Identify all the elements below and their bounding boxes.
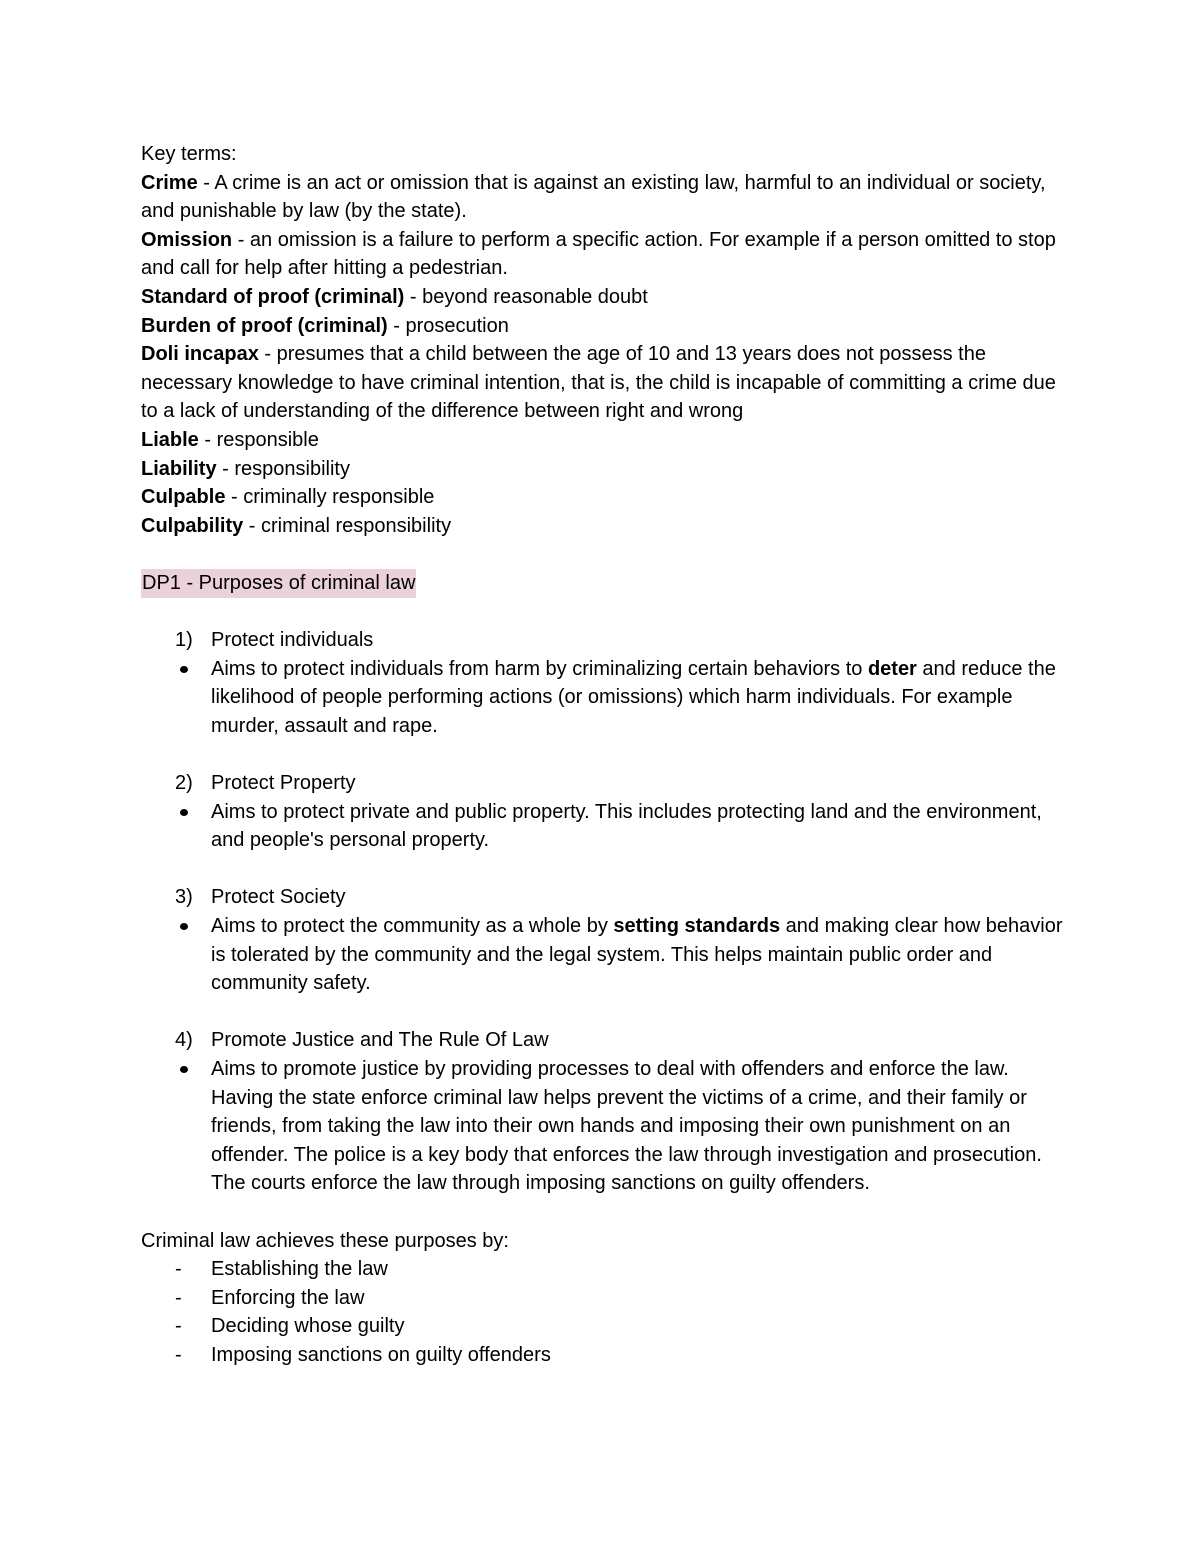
key-term-doli-incapax (141, 340, 1071, 426)
term-definition: - criminally responsible (225, 486, 435, 509)
term-label: Burden of proof (criminal) (141, 314, 388, 337)
achieves-item (141, 1255, 1071, 1284)
key-term-liable (141, 426, 1071, 455)
spacer (141, 540, 1071, 569)
key-term-culpable (141, 483, 1071, 512)
bullet-text: Aims to protect the community as a whole by (211, 915, 614, 938)
bullet-emphasis: deter (867, 657, 917, 680)
section-heading-line (141, 569, 1071, 598)
achieves-item (141, 1284, 1071, 1313)
achieves-intro: Criminal law achieves these purposes by: (141, 1229, 509, 1252)
achieves-item-text: Establishing the law (211, 1258, 388, 1281)
term-definition: - responsible (198, 428, 319, 451)
term-definition: - presumes that a child between the age of 10 and 13 years does not possess the necessary knowledge to have criminal intention, that is, the child is incapable of committing a crime due to a lack of understanding of the difference between right and wrong (141, 343, 1056, 423)
key-term-standard-of-proof (141, 283, 1071, 312)
term-label: Standard of proof (criminal) (141, 285, 405, 308)
term-label: Doli incapax (141, 343, 259, 366)
term-definition: - A crime is an act or omission that is against an existing law, harmful to an individual or society, and punishable by law (by the state). (141, 171, 1046, 223)
purpose-bullet (141, 1055, 1071, 1198)
term-definition: - responsibility (216, 457, 350, 480)
document-page (141, 140, 1071, 1370)
bullet-icon (180, 923, 188, 930)
bullet-text-end: and reduce the likelihood of people performing actions (or omissions) which harm individuals. For example murder, assault and rape. (211, 657, 1056, 737)
bullet-icon (180, 666, 188, 673)
spacer (141, 598, 1071, 627)
bullet-icon (180, 1066, 188, 1073)
purpose-title (141, 883, 1071, 912)
achieves-item-text: Deciding whose guilty (211, 1315, 405, 1338)
term-definition: - an omission is a failure to perform a specific action. For example if a person omitted to stop and call for help after hitting a pedestrian. (141, 228, 1056, 280)
dash-icon: - (175, 1258, 182, 1281)
key-term-burden-of-proof (141, 312, 1071, 341)
purpose-title (141, 1026, 1071, 1055)
term-label: Culpable (141, 486, 226, 509)
spacer (141, 1198, 1071, 1227)
dash-icon: - (175, 1286, 182, 1309)
achieves-item-text: Enforcing the law (211, 1286, 365, 1309)
spacer (141, 855, 1071, 884)
purpose-bullet (141, 798, 1071, 855)
dash-icon: - (175, 1343, 182, 1366)
key-terms-heading: Key terms: (141, 143, 237, 165)
term-label: Omission (141, 228, 233, 251)
purpose-title-text: Promote Justice and The Rule Of Law (211, 1029, 549, 1052)
term-label: Crime (141, 171, 198, 194)
purpose-bullet (141, 655, 1071, 741)
purpose-title-text: Protect individuals (211, 629, 374, 652)
bullet-text: Aims to promote justice by providing processes to deal with offenders and enforce the law. Having the state enforce criminal law helps prevent the victims of a crime, and their family or friends, from taking the law into their own hands and imposing their own punishment on an offender. The police is a key body that enforces the law through investigation and prosecution. The courts enforce the law through imposing sanctions on guilty offenders. (211, 1058, 1042, 1195)
term-definition: - prosecution (387, 314, 509, 337)
achieves-item-text: Imposing sanctions on guilty offenders (211, 1343, 551, 1366)
purpose-number: 2) (175, 772, 193, 795)
purpose-title (141, 626, 1071, 655)
bullet-text: Aims to protect private and public property. This includes protecting land and the environment, and people's personal property. (211, 800, 1042, 852)
purpose-number: 3) (175, 886, 193, 909)
term-label: Liable (141, 428, 199, 451)
dash-icon: - (175, 1315, 182, 1338)
key-term-crime (141, 169, 1071, 226)
bullet-icon (180, 809, 188, 816)
section-heading: DP1 - Purposes of criminal law (141, 569, 416, 598)
purpose-bullet (141, 912, 1071, 998)
spacer (141, 998, 1071, 1027)
purpose-title-text: Protect Property (211, 772, 356, 795)
purpose-number: 1) (175, 629, 193, 652)
achieves-item (141, 1341, 1071, 1370)
achieves-item (141, 1312, 1071, 1341)
bullet-text-end: and making clear how behavior is tolerated by the community and the legal system. This helps maintain public order and community safety. (211, 915, 1063, 995)
term-definition: - beyond reasonable doubt (404, 285, 648, 308)
key-term-omission (141, 226, 1071, 283)
term-definition: - criminal responsibility (243, 514, 452, 537)
spacer (141, 740, 1071, 769)
bullet-emphasis: setting standards (613, 915, 781, 938)
key-term-culpability (141, 512, 1071, 541)
purpose-title-text: Protect Society (211, 886, 346, 909)
key-term-liability (141, 455, 1071, 484)
term-label: Liability (141, 457, 217, 480)
purpose-title (141, 769, 1071, 798)
purpose-number: 4) (175, 1029, 193, 1052)
bullet-text: Aims to protect individuals from harm by criminalizing certain behaviors to (211, 657, 868, 680)
term-label: Culpability (141, 514, 244, 537)
